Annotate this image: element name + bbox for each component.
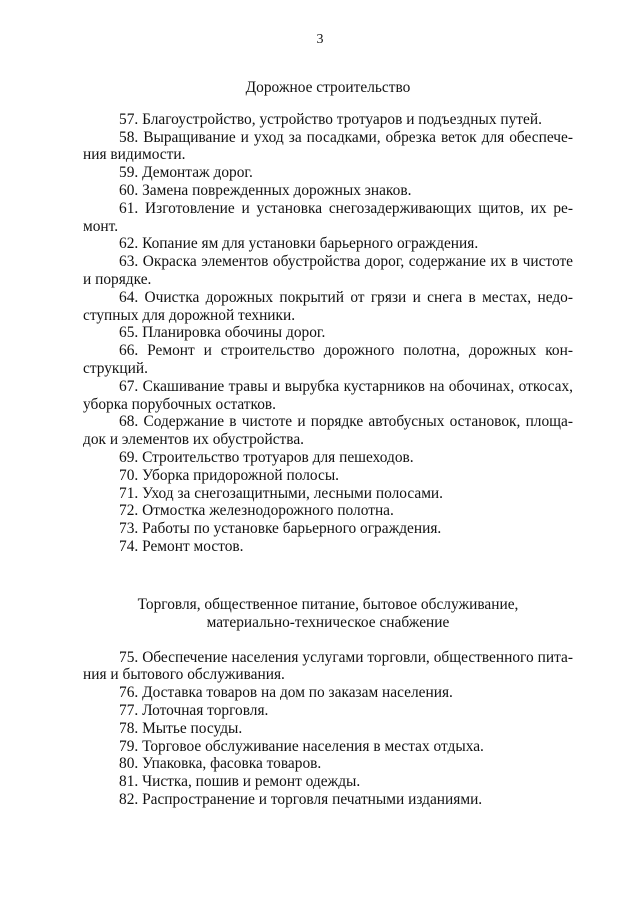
list-item: 75. Обеспечение населения услугами торговли, общественного питания и бытового обслуживания. [83,648,573,684]
list-item: 73. Работы по установке барьерного ограждения. [119,520,442,538]
list-item: 63. Окраска элементов обустройства дорог, содержание их в чистоте и порядке. [83,253,573,288]
list-item: 79. Торговое обслуживание населения в местах отдыха. [119,737,484,755]
list-item: 69. Строительство тротуаров для пешеходов. [119,448,414,466]
list-item: 65. Планировка обочины дорог. [119,324,326,342]
list-item: 78. Мытье посуды. [119,719,243,737]
section-title-line: Дорожное строительство [245,79,411,96]
list-item: 58. Выращивание и уход за посадками, обрезка веток для обеспечения видимости. [83,128,573,164]
list-item: 59. Демонтаж дорог. [119,164,253,182]
list-item: 66. Ремонт и строительство дорожного полотна, дорожных конструкций. [83,342,573,377]
list-item: 68. Содержание в чистоте и порядке автобусных остановок, площадок и элементов их обустройства. [83,413,573,449]
list-item: 61. Изготовление и установка снегозадерживающих щитов, их ремонт. [83,199,573,235]
section-trade-services [83,596,573,809]
list-item: 81. Чистка, пошив и ремонт одежды. [119,773,361,791]
list-item: 57. Благоустройство, устройство тротуаров и подъездных путей. [119,110,542,128]
list-item: 80. Упаковка, фасовка товаров. [119,755,322,773]
list-item: 72. Отмостка железнодорожного полотна. [119,502,394,520]
list-item: 71. Уход за снегозащитными, лесными полосами. [119,484,444,502]
item-list [83,649,573,809]
list-item: 77. Лоточная торговля. [119,701,269,719]
list-item: 76. Доставка товаров на дом по заказам населения. [119,684,453,702]
section-title [83,79,573,97]
section-title-line: Торговля, общественное питание, бытовое обслуживание, [137,596,519,613]
section-title [83,596,573,632]
section-road-construction [83,79,573,556]
list-item: 74. Ремонт мостов. [119,537,244,555]
list-item: 70. Уборка придорожной полосы. [119,466,340,484]
list-item: 67. Скашивание травы и вырубка кустарников на обочинах, откосах, уборка порубочных остатков. [83,377,573,413]
list-item: 82. Распространение и торговля печатными изданиями. [119,790,483,808]
section-title-line: материально-техническое снабжение [206,613,450,631]
list-item: 62. Копание ям для установки барьерного ограждения. [119,235,479,253]
list-item: 64. Очистка дорожных покрытий от грязи и снега в местах, недоступных для дорожной техники. [83,288,573,324]
item-list [83,111,573,556]
page-number: 3 [316,32,324,47]
list-item: 60. Замена поврежденных дорожных знаков. [119,181,412,199]
